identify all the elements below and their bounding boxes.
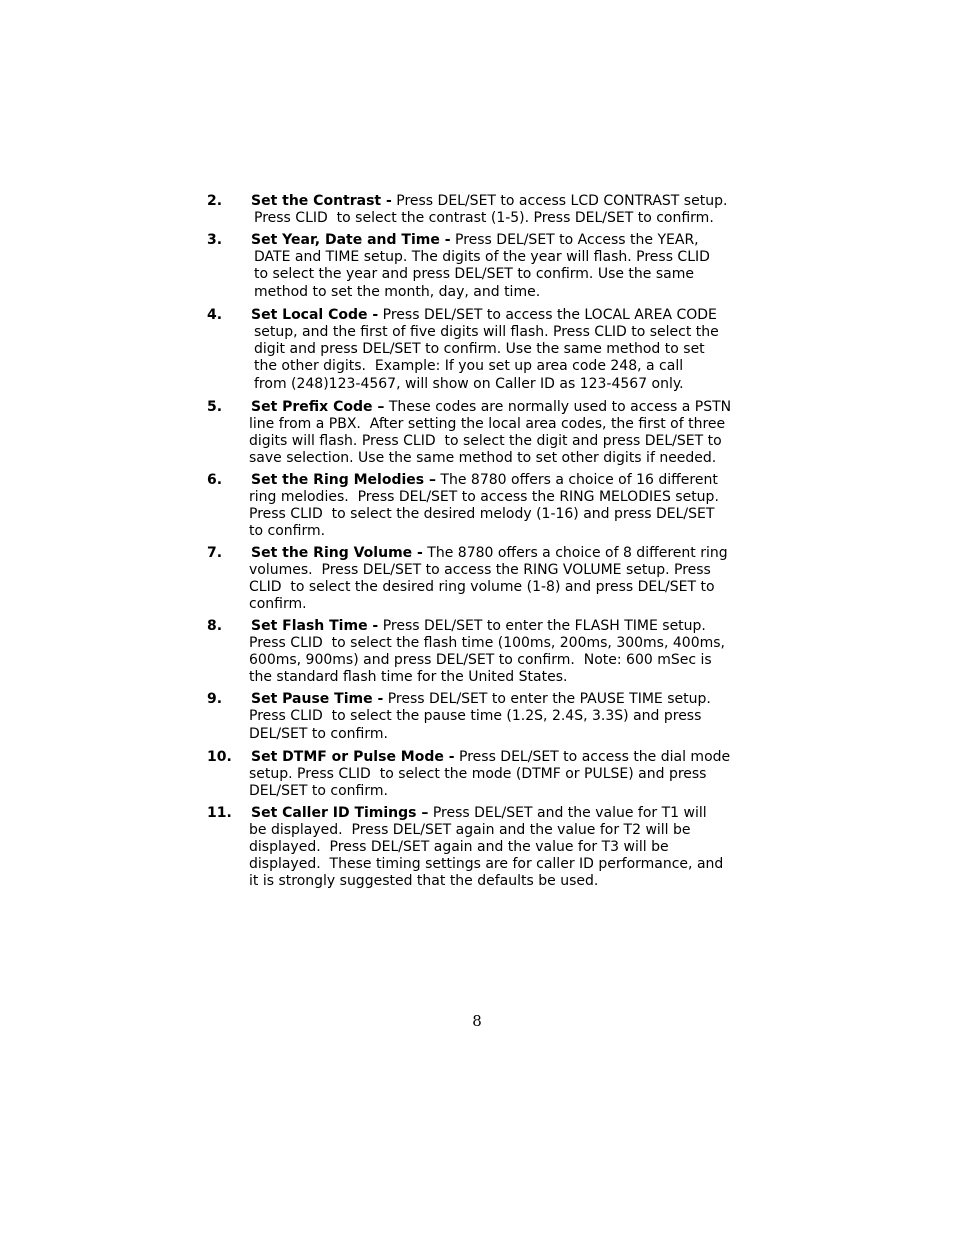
item-line: setup. Press CLID to select the mode (DTMF or PULSE) and press bbox=[249, 766, 707, 782]
item-line: the other digits. Example: If you set up area code 248, a call bbox=[254, 358, 684, 374]
item-line: Set Pause Time - Press DEL/SET to enter the PAUSE TIME setup. bbox=[251, 691, 711, 707]
item-number: 11. bbox=[207, 805, 232, 821]
item-title: Set the Ring Melodies – bbox=[251, 472, 436, 488]
item-title: Set Pause Time - bbox=[251, 691, 384, 707]
item-title: Set Caller ID Timings – bbox=[251, 805, 429, 821]
item-line: Set Prefix Code – These codes are normally used to access a PSTN bbox=[251, 399, 732, 415]
item-title: Set Local Code - bbox=[251, 307, 379, 323]
item-number: 9. bbox=[207, 691, 223, 707]
item-line: displayed. Press DEL/SET again and the value for T3 will be bbox=[249, 839, 669, 855]
item-line: Set DTMF or Pulse Mode - Press DEL/SET to access the dial mode bbox=[251, 749, 731, 765]
item-line: digits will flash. Press CLID to select the digit and press DEL/SET to bbox=[249, 433, 722, 449]
item-line: digit and press DEL/SET to confirm. Use the same method to set bbox=[254, 341, 705, 357]
item-number: 7. bbox=[207, 545, 223, 561]
item-line: ring melodies. Press DEL/SET to access the RING MELODIES setup. bbox=[249, 489, 719, 505]
item-line: Press CLID to select the pause time (1.2S, 2.4S, 3.3S) and press bbox=[249, 708, 702, 724]
item-line: save selection. Use the same method to set other digits if needed. bbox=[249, 450, 717, 466]
item-line: it is strongly suggested that the defaults be used. bbox=[249, 873, 599, 889]
item-line: Press CLID to select the flash time (100ms, 200ms, 300ms, 400ms, bbox=[249, 635, 725, 651]
item-line: Set Flash Time - Press DEL/SET to enter the FLASH TIME setup. bbox=[251, 618, 706, 634]
item-line: from (248)123-4567, will show on Caller ID as 123-4567 only. bbox=[254, 376, 684, 392]
item-line: displayed. These timing settings are for caller ID performance, and bbox=[249, 856, 724, 872]
item-line: 600ms, 900ms) and press DEL/SET to confirm. Note: 600 mSec is bbox=[249, 652, 712, 668]
item-title: Set the Ring Volume - bbox=[251, 545, 423, 561]
item-line: to select the year and press DEL/SET to confirm. Use the same bbox=[254, 266, 694, 282]
item-line: Set the Ring Volume - The 8780 offers a choice of 8 different ring bbox=[251, 545, 728, 561]
item-title: Set Prefix Code – bbox=[251, 399, 385, 415]
item-line: DEL/SET to confirm. bbox=[249, 726, 388, 742]
item-number: 8. bbox=[207, 618, 223, 634]
item-number: 2. bbox=[207, 193, 223, 209]
page-number: 8 bbox=[472, 1012, 482, 1030]
item-line: Set the Ring Melodies – The 8780 offers a choice of 16 different bbox=[251, 472, 718, 488]
item-title: Set Flash Time - bbox=[251, 618, 379, 634]
item-number: 4. bbox=[207, 307, 223, 323]
item-title: Set DTMF or Pulse Mode - bbox=[251, 749, 455, 765]
item-number: 10. bbox=[207, 749, 232, 765]
item-line: line from a PBX. After setting the local area codes, the first of three bbox=[249, 416, 726, 432]
item-title: Set the Contrast - bbox=[251, 193, 392, 209]
item-line: setup, and the first of five digits will flash. Press CLID to select the bbox=[254, 324, 719, 340]
item-line: be displayed. Press DEL/SET again and the value for T2 will be bbox=[249, 822, 691, 838]
item-line: Press CLID to select the contrast (1-5). Press DEL/SET to confirm. bbox=[254, 210, 714, 226]
item-number: 3. bbox=[207, 232, 223, 248]
item-line: the standard flash time for the United States. bbox=[249, 669, 568, 685]
item-line: DEL/SET to confirm. bbox=[249, 783, 388, 799]
item-line: Set Local Code - Press DEL/SET to access the LOCAL AREA CODE bbox=[251, 307, 717, 323]
item-line: confirm. bbox=[249, 596, 307, 612]
item-line: DATE and TIME setup. The digits of the year will flash. Press CLID bbox=[254, 249, 710, 265]
item-line: Set the Contrast - Press DEL/SET to access LCD CONTRAST setup. bbox=[251, 193, 728, 209]
item-line: CLID to select the desired ring volume (1-8) and press DEL/SET to bbox=[249, 579, 715, 595]
item-line: method to set the month, day, and time. bbox=[254, 284, 541, 300]
item-line: to confirm. bbox=[249, 523, 326, 539]
item-number: 5. bbox=[207, 399, 223, 415]
item-line: Set Year, Date and Time - Press DEL/SET to Access the YEAR, bbox=[251, 232, 699, 248]
item-line: Set Caller ID Timings – Press DEL/SET and the value for T1 will bbox=[251, 805, 707, 821]
item-title: Set Year, Date and Time - bbox=[251, 232, 451, 248]
item-line: volumes. Press DEL/SET to access the RING VOLUME setup. Press bbox=[249, 562, 711, 578]
item-number: 6. bbox=[207, 472, 223, 488]
item-line: Press CLID to select the desired melody (1-16) and press DEL/SET bbox=[249, 506, 715, 522]
